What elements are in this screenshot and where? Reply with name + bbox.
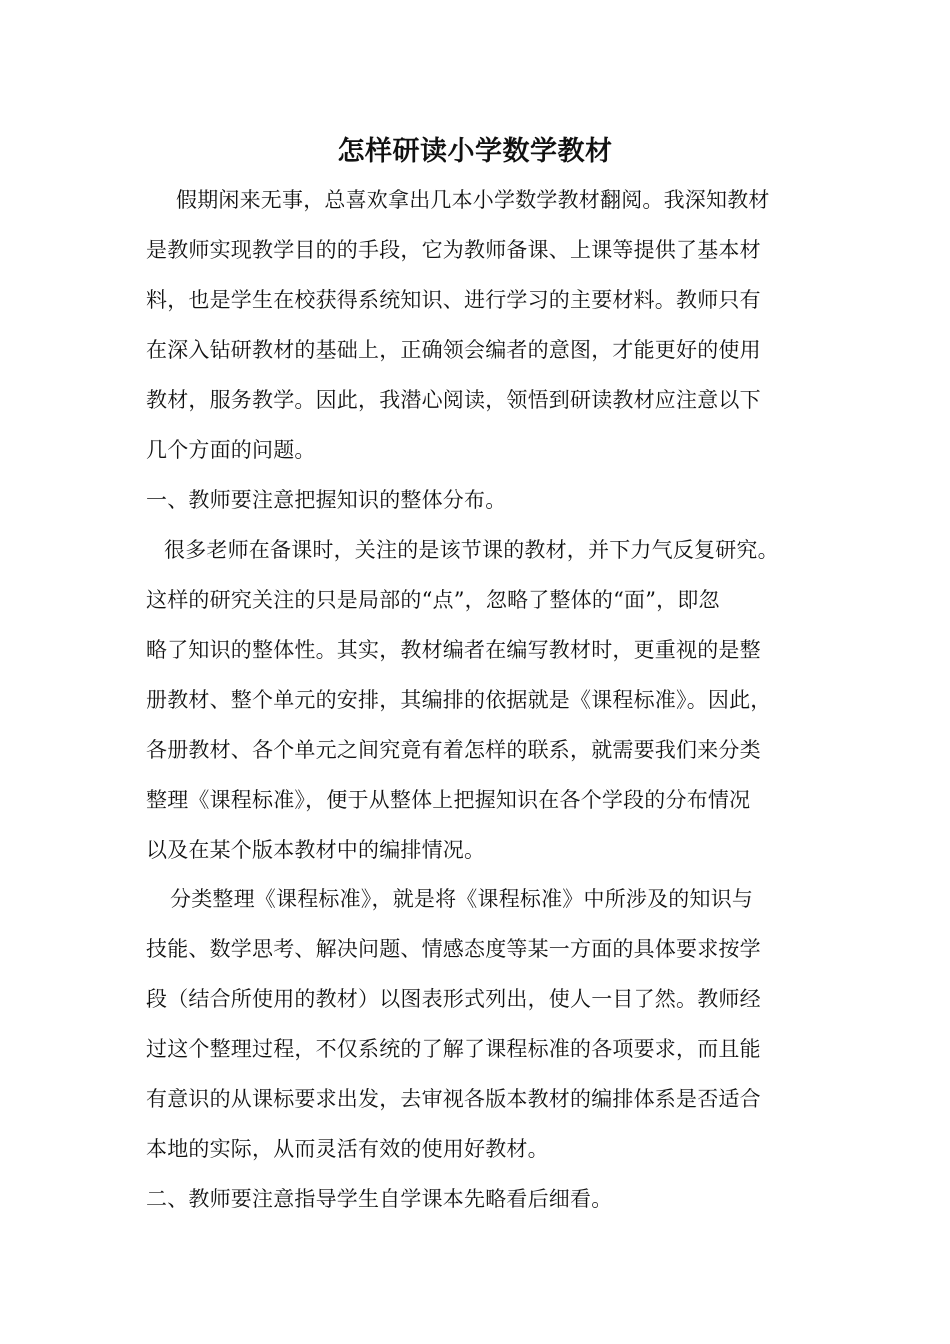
paragraph-line: 整理《课程标准》，便于从整体上把握知识在各个学段的分布情况 — [146, 788, 751, 812]
section-heading: 一、教师要注意把握知识的整体分布。 — [146, 488, 507, 512]
paragraph-line: 以及在某个版本教材中的编排情况。 — [146, 838, 486, 862]
paragraph-line: 本地的实际，从而灵活有效的使用好教材。 — [146, 1137, 549, 1161]
paragraph-line: 分类整理《课程标准》，就是将《课程标准》中所涉及的知识与 — [170, 887, 754, 911]
document-title: 怎样研读小学数学教材 — [337, 136, 613, 167]
paragraph-line: 在深入钻研教材的基础上，正确领会编者的意图，才能更好的使用 — [146, 338, 761, 362]
paragraph-line: 段（结合所使用的教材）以图表形式列出，使人一目了然。教师经 — [146, 987, 761, 1011]
paragraph-line: 假期闲来无事，总喜欢拿出几本小学数学教材翻阅。我深知教材 — [176, 188, 770, 212]
paragraph-line: 略了知识的整体性。其实，教材编者在编写教材时，更重视的是整 — [146, 638, 761, 662]
paragraph-line: 各册教材、各个单元之间究竟有着怎样的联系，就需要我们来分类 — [146, 738, 761, 762]
section-heading: 二、教师要注意指导学生自学课本先略看后细看。 — [146, 1187, 613, 1211]
paragraph-line: 几个方面的问题。 — [146, 438, 316, 462]
paragraph-line: 料，也是学生在校获得系统知识、进行学习的主要材料。教师只有 — [146, 288, 761, 312]
paragraph-line: 这样的研究关注的只是局部的“点”，忽略了整体的“面”，即忽 — [146, 588, 720, 612]
paragraph-line: 册教材、整个单元的安排，其编排的依据就是《课程标准》。因此， — [146, 688, 772, 712]
paragraph-line: 有意识的从课标要求出发，去审视各版本教材的编排体系是否适合 — [146, 1087, 761, 1111]
paragraph-line: 过这个整理过程，不仅系统的了解了课程标准的各项要求，而且能 — [146, 1037, 761, 1061]
paragraph-line: 技能、数学思考、解决问题、情感态度等某一方面的具体要求按学 — [146, 937, 761, 961]
paragraph-line: 很多老师在备课时，关注的是该节课的教材，并下力气反复研究。 — [164, 538, 779, 562]
paragraph-line: 教材，服务教学。因此，我潜心阅读，领悟到研读教材应注意以下 — [146, 388, 761, 412]
paragraph-line: 是教师实现教学目的的手段，它为教师备课、上课等提供了基本材 — [146, 238, 761, 262]
